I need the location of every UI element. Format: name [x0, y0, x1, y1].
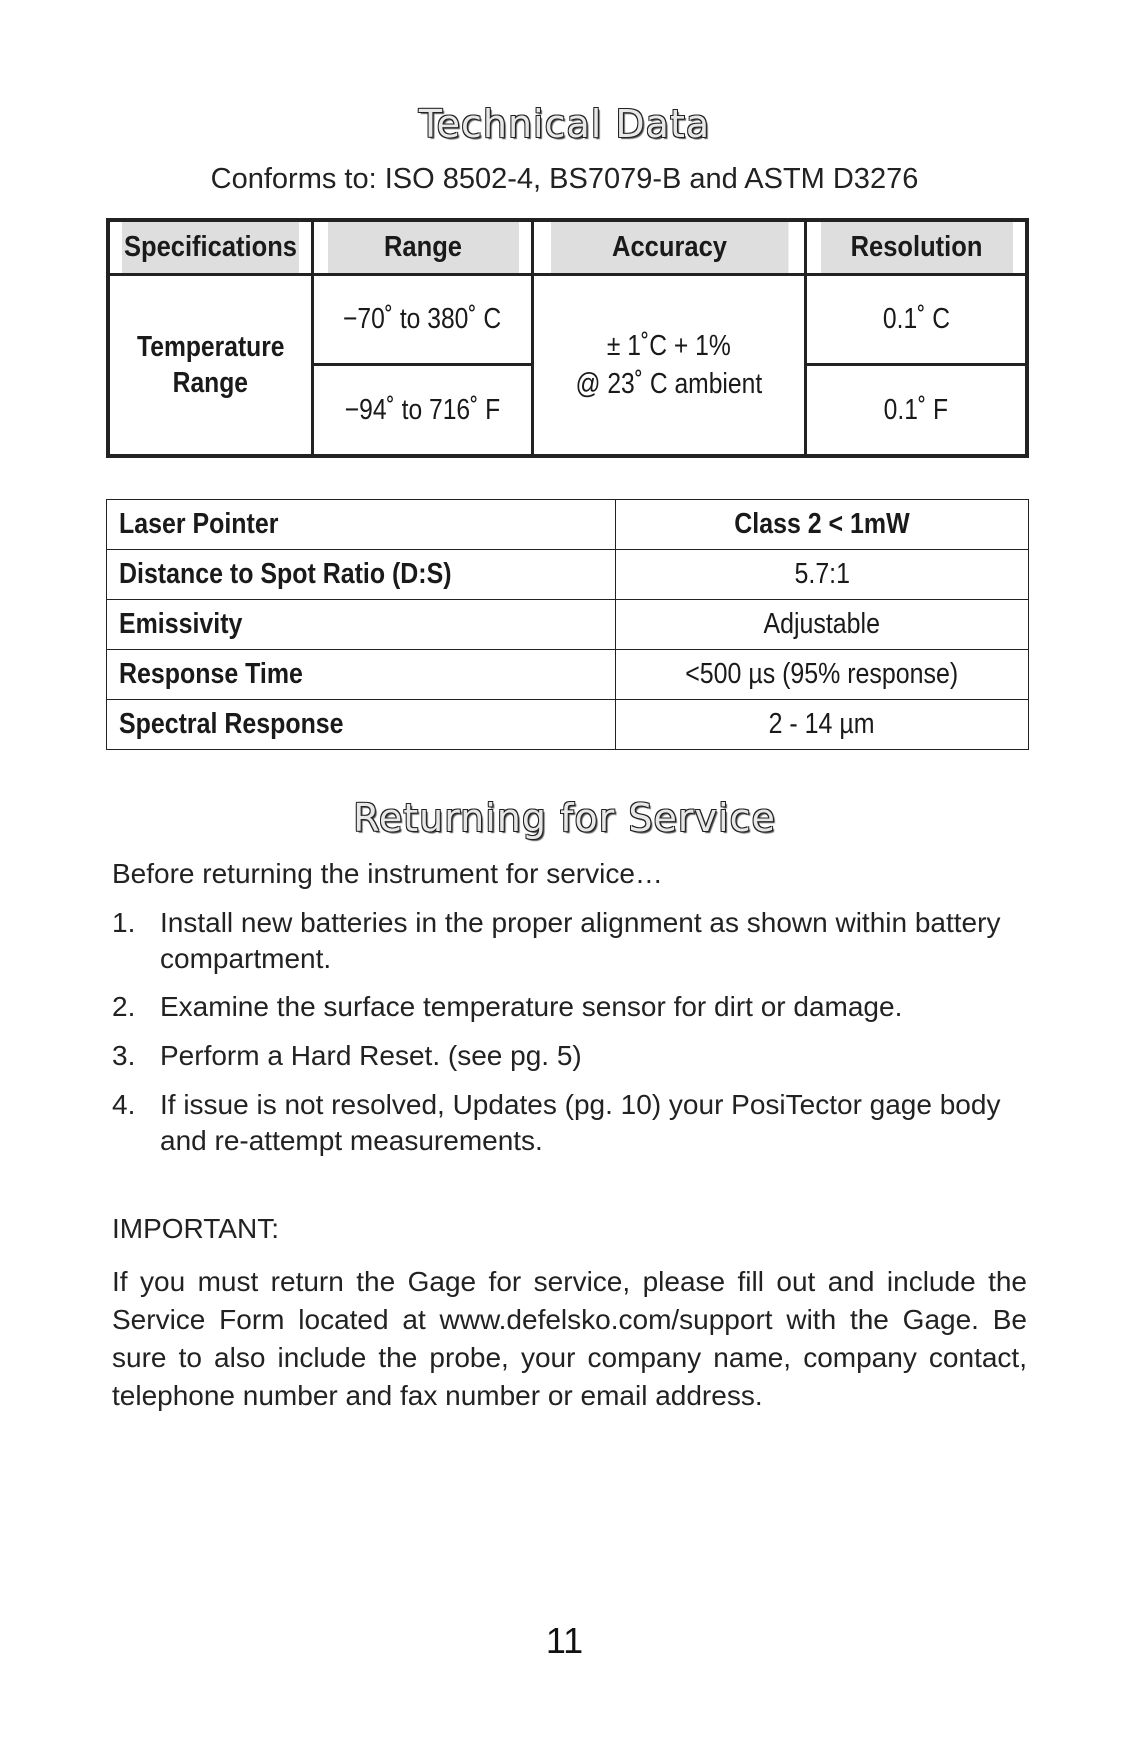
accuracy-line-1: ± 1˚C + 1% — [607, 329, 731, 362]
header-specifications: Specifications — [120, 220, 300, 274]
accuracy-line-2: @ 23˚ C ambient — [575, 367, 763, 400]
range-fahrenheit: −94˚ to 716˚ F — [313, 365, 533, 456]
step-number: 4. — [112, 1089, 136, 1120]
table-row — [107, 600, 1029, 650]
technical-data-title: Technical Data — [418, 102, 711, 146]
label-line-2: Range — [172, 366, 249, 399]
row-value: 2 - 14 µm — [616, 700, 1029, 750]
step-number: 2. — [112, 991, 136, 1022]
row-label: Response Time — [107, 650, 616, 700]
page-number: 11 — [545, 1620, 584, 1661]
spec-row-celsius — [108, 274, 1027, 365]
service-intro: Before returning the instrument for service… — [112, 858, 663, 889]
step-text: If issue is not resolved, Updates (pg. 10) your PosiTector gage body and re-attempt measurements. — [160, 1089, 1001, 1156]
row-value: 5.7:1 — [616, 550, 1029, 600]
row-label: Emissivity — [107, 600, 616, 650]
header-accuracy: Accuracy — [549, 220, 789, 274]
temperature-range-label — [108, 274, 313, 456]
label-line-1: Temperature — [136, 330, 285, 363]
row-value: <500 µs (95% response) — [616, 650, 1029, 700]
spec-header-row — [108, 220, 1027, 274]
list-item — [112, 905, 1027, 977]
returning-for-service-title: Returning for Service — [353, 796, 776, 840]
table-row — [107, 550, 1029, 600]
row-label: Spectral Response — [107, 700, 616, 750]
table-row — [107, 650, 1029, 700]
header-range: Range — [326, 220, 520, 274]
header-resolution: Resolution — [819, 220, 1014, 274]
spec-table — [106, 218, 1029, 458]
important-text: If you must return the Gage for service, please fill out and include the Service Form located at www.defelsko.com/support with the Gage. Be sure to also include the probe, your company name, company contact, telephone number and fax number or email address. — [112, 1266, 1027, 1411]
step-text: Examine the surface temperature sensor for dirt or damage. — [160, 991, 903, 1022]
laser-spec-table — [106, 499, 1029, 750]
step-text: Perform a Hard Reset. (see pg. 5) — [160, 1040, 582, 1071]
row-value: Adjustable — [616, 600, 1029, 650]
conforms-line: Conforms to: ISO 8502-4, BS7079-B and ASTM D3276 — [210, 163, 919, 195]
table-row — [107, 500, 1029, 550]
list-item — [112, 1087, 1027, 1159]
accuracy-cell — [533, 274, 806, 456]
range-celsius: −70˚ to 380˚ C — [313, 274, 533, 365]
resolution-celsius: 0.1˚ C — [806, 274, 1028, 365]
row-label: Laser Pointer — [107, 500, 616, 550]
important-label: IMPORTANT: — [112, 1213, 279, 1244]
resolution-fahrenheit: 0.1˚ F — [806, 365, 1028, 456]
row-value: Class 2 < 1mW — [616, 500, 1029, 550]
step-number: 1. — [112, 907, 136, 938]
table-row — [107, 700, 1029, 750]
row-label: Distance to Spot Ratio (D:S) — [107, 550, 616, 600]
list-item — [112, 1038, 1027, 1074]
step-text: Install new batteries in the proper alignment as shown within battery compartment. — [160, 907, 1001, 974]
list-item — [112, 989, 1027, 1025]
step-number: 3. — [112, 1040, 136, 1071]
